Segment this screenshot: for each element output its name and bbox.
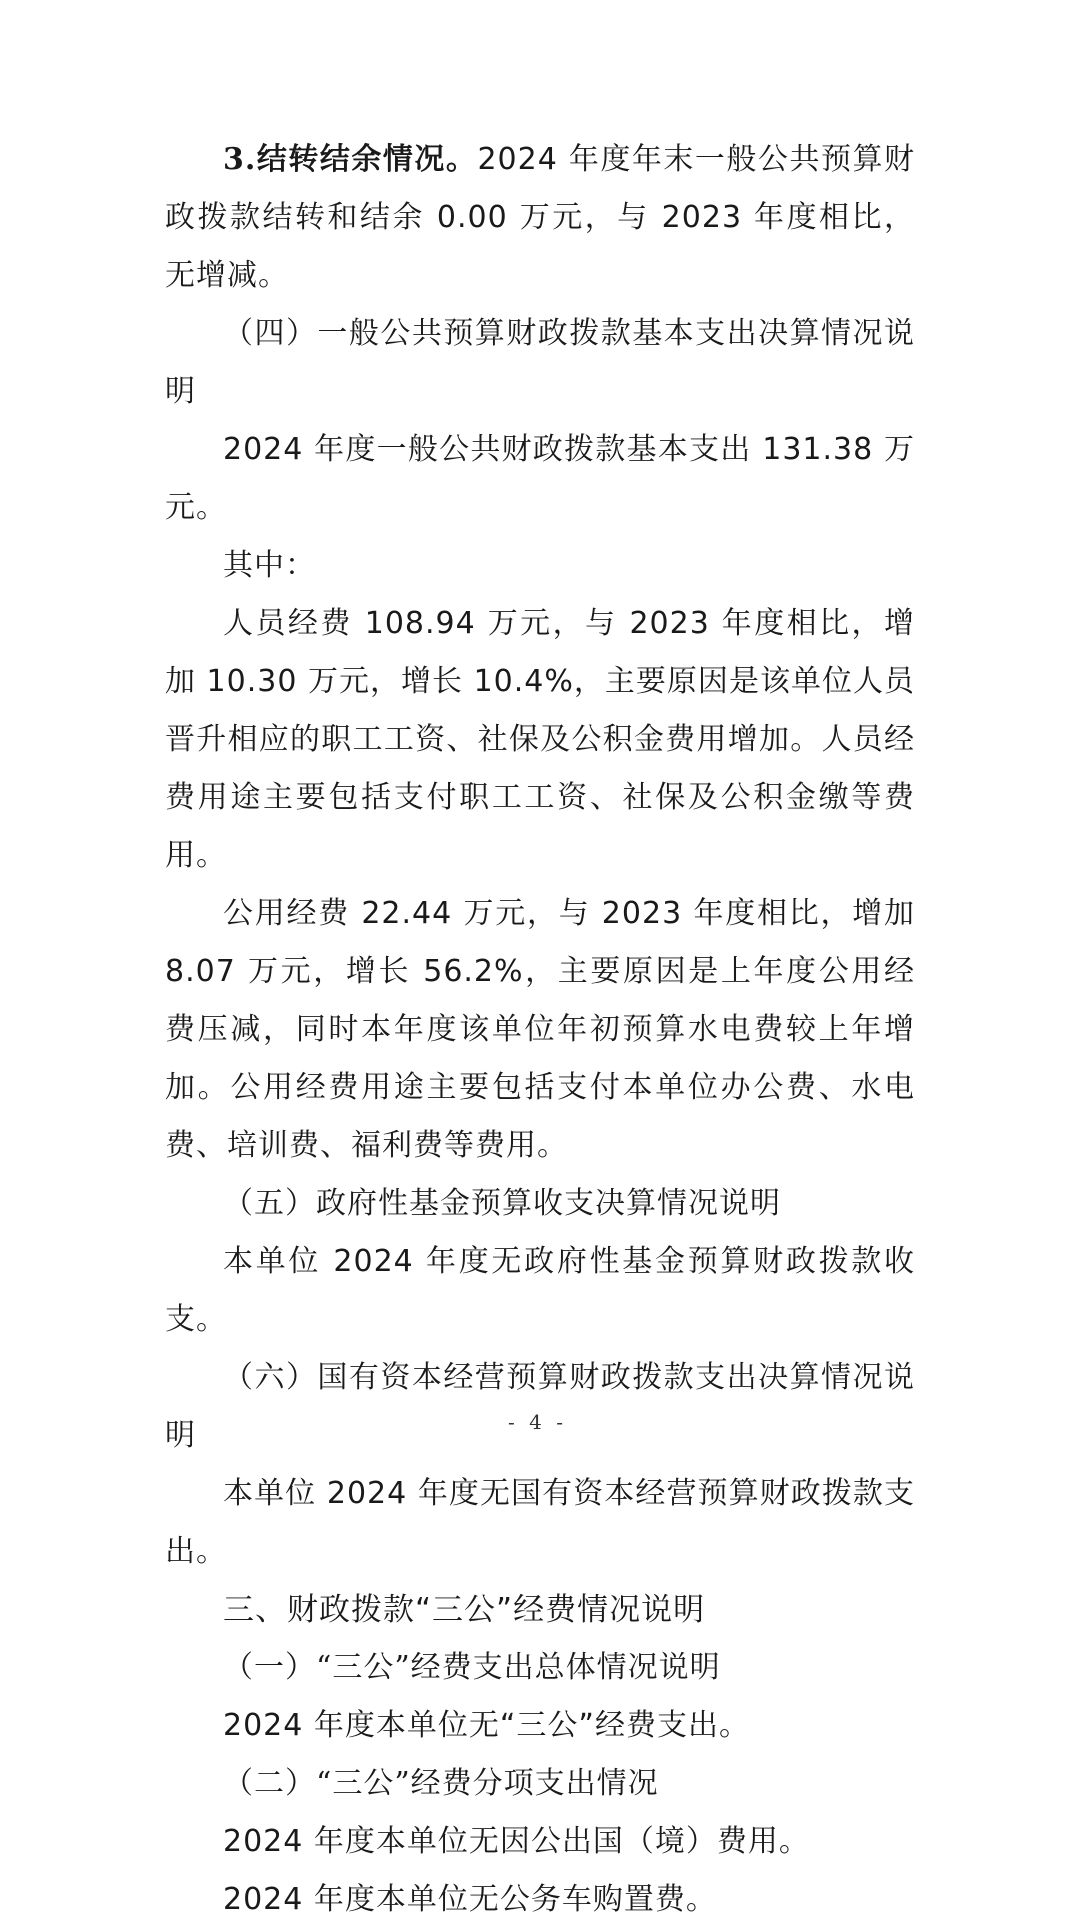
paragraph-among: 其中： (223, 548, 316, 583)
paragraph-gov-fund: 本单位 2024 年度无政府性基金预算财政拨款收支。 (165, 1244, 915, 1337)
section-heading-6: （六）国有资本经营预算财政拨款支出决算情况说明 (165, 1360, 915, 1453)
paragraph-abroad: 2024 年度本单位无因公出国（境）费用。 (223, 1824, 810, 1859)
section-heading-5: （五）政府性基金预算收支决算情况说明 (223, 1186, 781, 1221)
paragraph-basic-total: 2024 年度一般公共财政拨款基本支出 131.38 万元。 (165, 432, 915, 525)
paragraph-vehicle: 2024 年度本单位无公务车购置费。 (223, 1882, 717, 1917)
page-number: - 4 - (508, 1410, 567, 1434)
document-body (165, 131, 915, 1929)
paragraph-carryover (165, 131, 915, 305)
section-title-3: 三、财政拨款“三公”经费情况说明 (223, 1592, 706, 1628)
subsection-heading-1: （一）“三公”经费支出总体情况说明 (223, 1650, 721, 1685)
paragraph-text: 2024 年度年末一般公共预算财政拨款结转和结余 0.00 万元，与 2023 年度相比，无增减。 (165, 142, 915, 293)
paragraph-personnel: 人员经费 108.94 万元，与 2023 年度相比，增加 10.30 万元，增长 10.4%，主要原因是该单位人员晋升相应的职工工资、社保及公积金费用增加。人员经费用途主要包括支付职工工资、社保及公积金缴等费用。 (165, 606, 915, 873)
section-heading-4: （四）一般公共预算财政拨款基本支出决算情况说明 (165, 316, 915, 409)
paragraph-lead: 3.结转结余情况。 (223, 142, 478, 177)
paragraph-public: 公用经费 22.44 万元，与 2023 年度相比，增加 8.07 万元，增长 56.2%，主要原因是上年度公用经费压减，同时本年度该单位年初预算水电费较上年增加。公用经费用途主要包括支付本单位办公费、水电费、培训费、福利费等费用。 (165, 896, 915, 1163)
paragraph-state-capital: 本单位 2024 年度无国有资本经营预算财政拨款支出。 (165, 1476, 915, 1569)
subsection-heading-2: （二）“三公”经费分项支出情况 (223, 1766, 659, 1801)
paragraph-no-three: 2024 年度本单位无“三公”经费支出。 (223, 1708, 750, 1743)
